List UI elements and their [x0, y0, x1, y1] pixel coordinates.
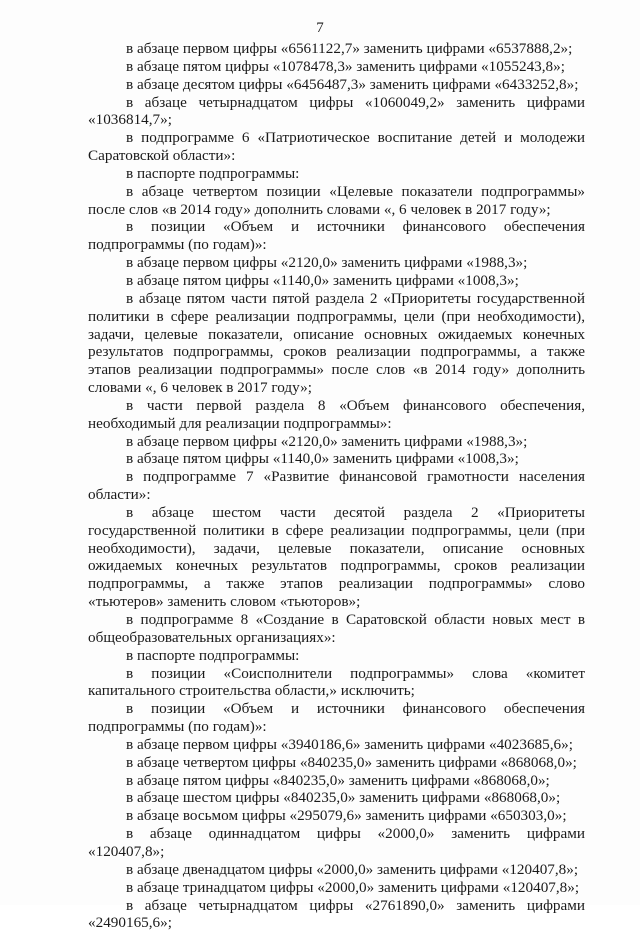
- paragraph: в абзаце тринадцатом цифры «2000,0» заменить цифрами «120407,8»;: [88, 879, 585, 897]
- paragraph: в абзаце шестом части десятой раздела 2 «Приоритеты государственной политики в сфере реализации подпрограммы, цели (при необходимости), задачи, целевые показатели, описание основных ожидаемых конечных результатов подпрограммы, сроков реализации подпрограммы, а также этапов реализации подпрограммы» слово «тьютеров» заменить словом «тьюторов»;: [88, 504, 585, 611]
- document-body: [88, 40, 585, 932]
- paragraph: в абзаце первом цифры «2120,0» заменить цифрами «1988,3»;: [88, 254, 585, 272]
- paragraph: в абзаце четвертом позиции «Целевые показатели подпрограммы» после слов «в 2014 году» дополнить словами «, 6 человек в 2017 году»;: [88, 183, 585, 219]
- paragraph: в абзаце четырнадцатом цифры «2761890,0» заменить цифрами «2490165,6»;: [88, 897, 585, 932]
- paragraph: в абзаце двенадцатом цифры «2000,0» заменить цифрами «120407,8»;: [88, 861, 585, 879]
- paragraph: в абзаце четырнадцатом цифры «1060049,2» заменить цифрами «1036814,7»;: [88, 94, 585, 130]
- paragraph: в абзаце шестом цифры «840235,0» заменить цифрами «868068,0»;: [88, 789, 585, 807]
- paragraph: в паспорте подпрограммы:: [88, 647, 585, 665]
- paragraph: в абзаце четвертом цифры «840235,0» заменить цифрами «868068,0»;: [88, 754, 585, 772]
- paragraph: в позиции «Объем и источники финансового обеспечения подпрограммы (по годам)»:: [88, 700, 585, 736]
- paragraph: в подпрограмме 7 «Развитие финансовой грамотности населения области»:: [88, 468, 585, 504]
- paragraph: в подпрограмме 8 «Создание в Саратовской области новых мест в общеобразовательных организациях»:: [88, 611, 585, 647]
- paragraph: в части первой раздела 8 «Объем финансового обеспечения, необходимый для реализации подпрограммы»:: [88, 397, 585, 433]
- paragraph: в абзаце десятом цифры «6456487,3» заменить цифрами «6433252,8»;: [88, 76, 585, 94]
- paragraph: в абзаце пятом цифры «1078478,3» заменить цифрами «1055243,8»;: [88, 58, 585, 76]
- paragraph: в абзаце первом цифры «2120,0» заменить цифрами «1988,3»;: [88, 433, 585, 451]
- paragraph: в подпрограмме 6 «Патриотическое воспитание детей и молодежи Саратовской области»:: [88, 129, 585, 165]
- paragraph: в абзаце пятом цифры «840235,0» заменить цифрами «868068,0»;: [88, 772, 585, 790]
- paragraph: в абзаце восьмом цифры «295079,6» заменить цифрами «650303,0»;: [88, 807, 585, 825]
- paragraph: в абзаце первом цифры «3940186,6» заменить цифрами «4023685,6»;: [88, 736, 585, 754]
- paragraph: в позиции «Объем и источники финансового обеспечения подпрограммы (по годам)»:: [88, 218, 585, 254]
- page-number: 7: [0, 20, 640, 37]
- paragraph: в паспорте подпрограммы:: [88, 165, 585, 183]
- paragraph: в абзаце пятом части пятой раздела 2 «Приоритеты государственной политики в сфере реализации подпрограммы, цели (при необходимости), задачи, целевые показатели, описание основных ожидаемых конечных результатов подпрограммы, сроков реализации подпрограммы, а также этапов реализации подпрограммы» после слов «в 2014 году» дополнить словами «, 6 человек в 2017 году»;: [88, 290, 585, 397]
- paragraph: в позиции «Соисполнители подпрограммы» слова «комитет капитального строительства области,» исключить;: [88, 665, 585, 701]
- paragraph: в абзаце первом цифры «6561122,7» заменить цифрами «6537888,2»;: [88, 40, 585, 58]
- paragraph: в абзаце пятом цифры «1140,0» заменить цифрами «1008,3»;: [88, 272, 585, 290]
- paragraph: в абзаце пятом цифры «1140,0» заменить цифрами «1008,3»;: [88, 450, 585, 468]
- paragraph: в абзаце одиннадцатом цифры «2000,0» заменить цифрами «120407,8»;: [88, 825, 585, 861]
